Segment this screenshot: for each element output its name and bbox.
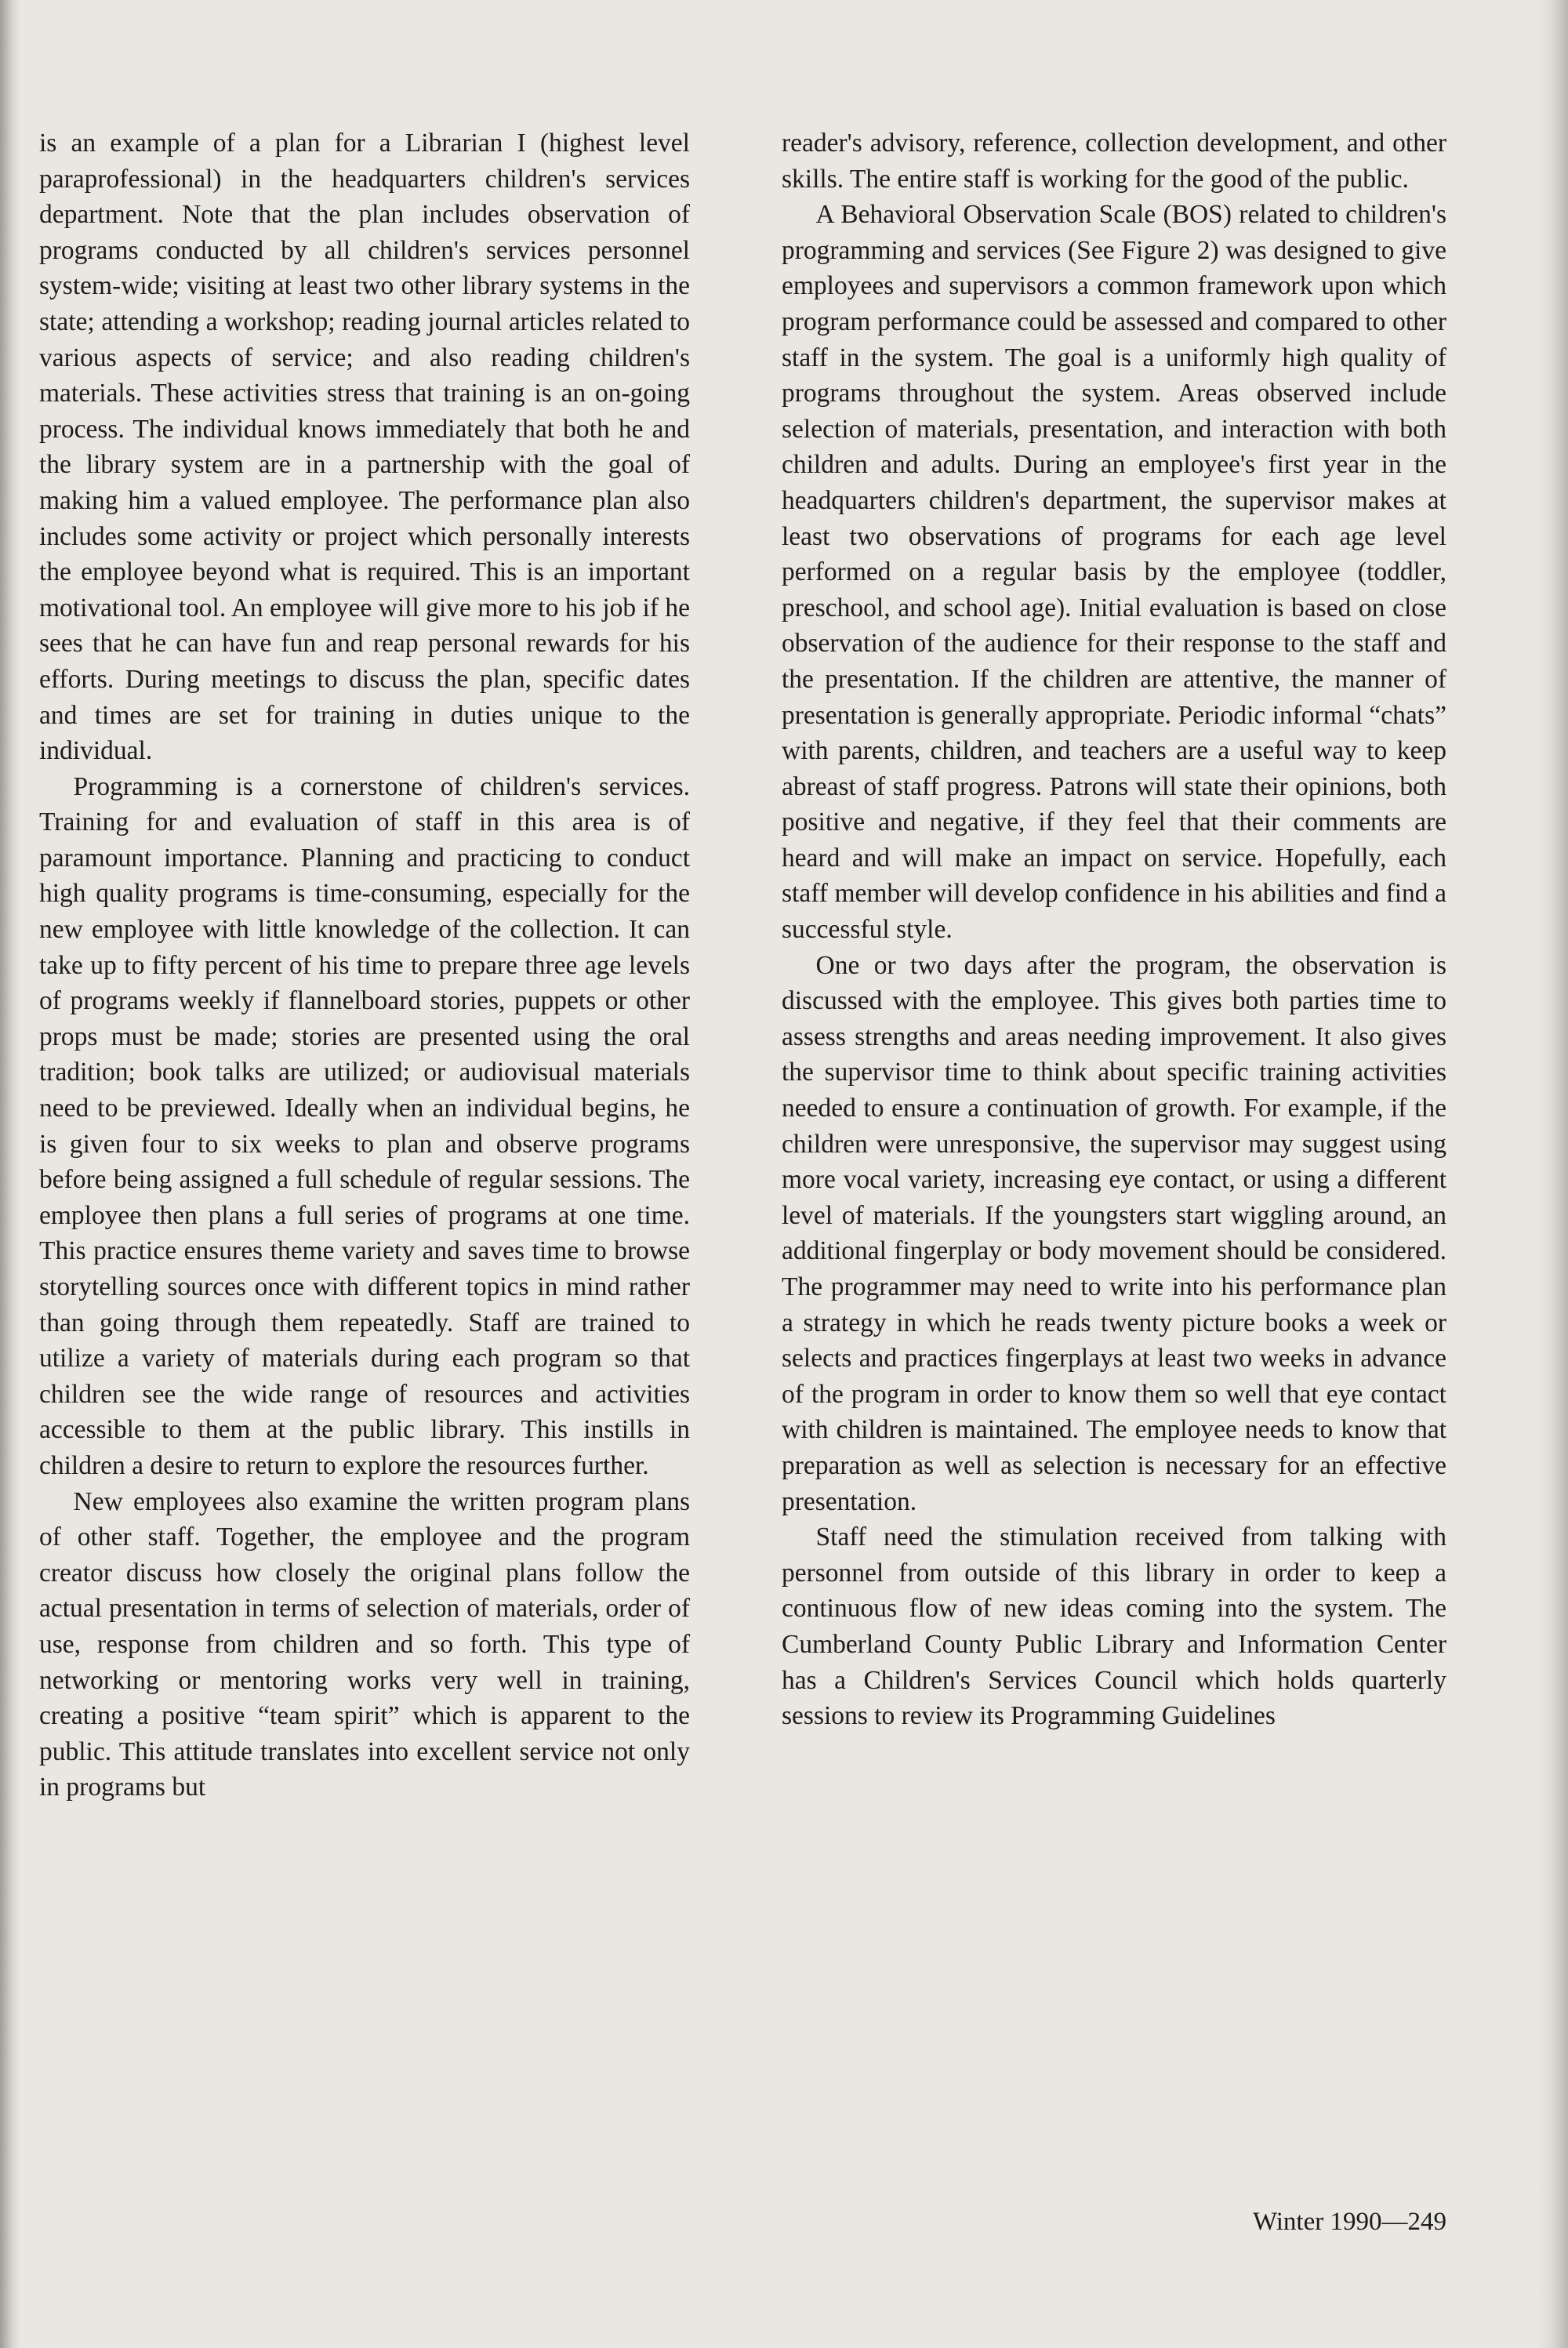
right-paragraph-2: A Behavioral Observation Scale (BOS) related to children's programming and services (See Figure 2) was designed to give employees and supervisors a common framework upon which program performance could be assessed and compared to other staff in the system. The goal is a uniformly high quality of programs throughout the system. Areas observed include selection of materials, presentation, and interaction with both children and adults. During an employee's first year in the headquarters children's department, the supervisor makes at least two observations of programs for each age level performed on a regular basis by the employee (toddler, preschool, and school age). Initial evaluation is based on close observation of the audience for their response to the staff and the presentation. If the children are attentive, the manner of presentation is generally appropriate. Periodic informal “chats” with parents, children, and teachers are a useful way to keep abreast of staff progress. Patrons will state their opinions, both positive and negative, if they feel that their comments are heard and will make an impact on service. Hopefully, each staff member will develop confidence in his abilities and find a successful style. [782, 200, 1446, 945]
page-folio: Winter 1990—249 [1252, 2208, 1446, 2236]
left-paragraph-3: New employees also examine the written program plans of other staff. Together, the employee and the program creator discuss how closely the original plans follow the actual presentation in terms of selection of materials, order of use, response from children and so forth. This type of networking or mentoring works very well in training, creating a positive “team spirit” which is apparent to the public. This attitude translates into excellent service not only in programs but [39, 1486, 690, 1802]
right-text-column [782, 125, 1446, 1734]
right-paragraph-4: Staff need the stimulation received from talking with personnel from outside of this library in order to keep a continuous flow of new ideas coming into the system. The Cumberland County Public Library and Information Center has a Children's Services Council which holds quarterly sessions to review its Programming Guidelines [782, 1522, 1446, 1731]
left-text-column [39, 125, 690, 1805]
left-paragraph-1: is an example of a plan for a Librarian I (highest level paraprofessional) in the headquarters children's services department. Note that the plan includes observation of programs conducted by all children's services personnel system-wide; visiting at least two other library systems in the state; attending a workshop; reading journal articles related to various aspects of service; and also reading children's materials. These activities stress that training is an on-going process. The individual knows immediately that both he and the library system are in a partnership with the goal of making him a valued employee. The performance plan also includes some activity or project which personally interests the employee beyond what is required. This is an important motivational tool. An employee will give more to his job if he sees that he can have fun and reap personal rewards for his efforts. During meetings to discuss the plan, specific dates and times are set for training in duties unique to the individual. [39, 129, 690, 766]
right-paragraph-1: reader's advisory, reference, collection development, and other skills. The entire staff is working for the good of the public. [782, 129, 1446, 194]
left-paragraph-2: Programming is a cornerstone of children's services. Training for and evaluation of staff in this area is of paramount importance. Planning and practicing to conduct high quality programs is time-consuming, especially for the new employee with little knowledge of the collection. It can take up to fifty percent of his time to prepare three age levels of programs weekly if flannelboard stories, puppets or other props must be made; stories are presented using the oral tradition; book talks are utilized; or audiovisual materials need to be previewed. Ideally when an individual begins, he is given four to six weeks to plan and observe programs before being assigned a full schedule of regular sessions. The employee then plans a full series of programs at one time. This practice ensures theme variety and saves time to browse storytelling sources once with different topics in mind rather than going through them repeatedly. Staff are trained to utilize a variety of materials during each program so that children see the wide range of resources and activities accessible to them at the public library. This instills in children a desire to return to explore the resources further. [39, 771, 690, 1480]
page-edge-shadow [1537, 0, 1568, 2348]
right-paragraph-3: One or two days after the program, the observation is discussed with the employee. This gives both parties time to assess strengths and areas needing improvement. It also gives the supervisor time to think about specific training activities needed to ensure a continuation of growth. For example, if the children were unresponsive, the supervisor may suggest using more vocal variety, increasing eye contact, or using a different level of materials. If the youngsters start wiggling around, an additional fingerplay or body movement should be considered. The programmer may need to write into his performance plan a strategy in which he reads twenty picture books a week or selects and practices fingerplays at least two weeks in advance of the program in order to know them so well that eye contact with children is maintained. The employee needs to know that preparation as well as selection is necessary for an effective presentation. [782, 950, 1446, 1516]
binding-gutter-shadow [0, 0, 20, 2348]
